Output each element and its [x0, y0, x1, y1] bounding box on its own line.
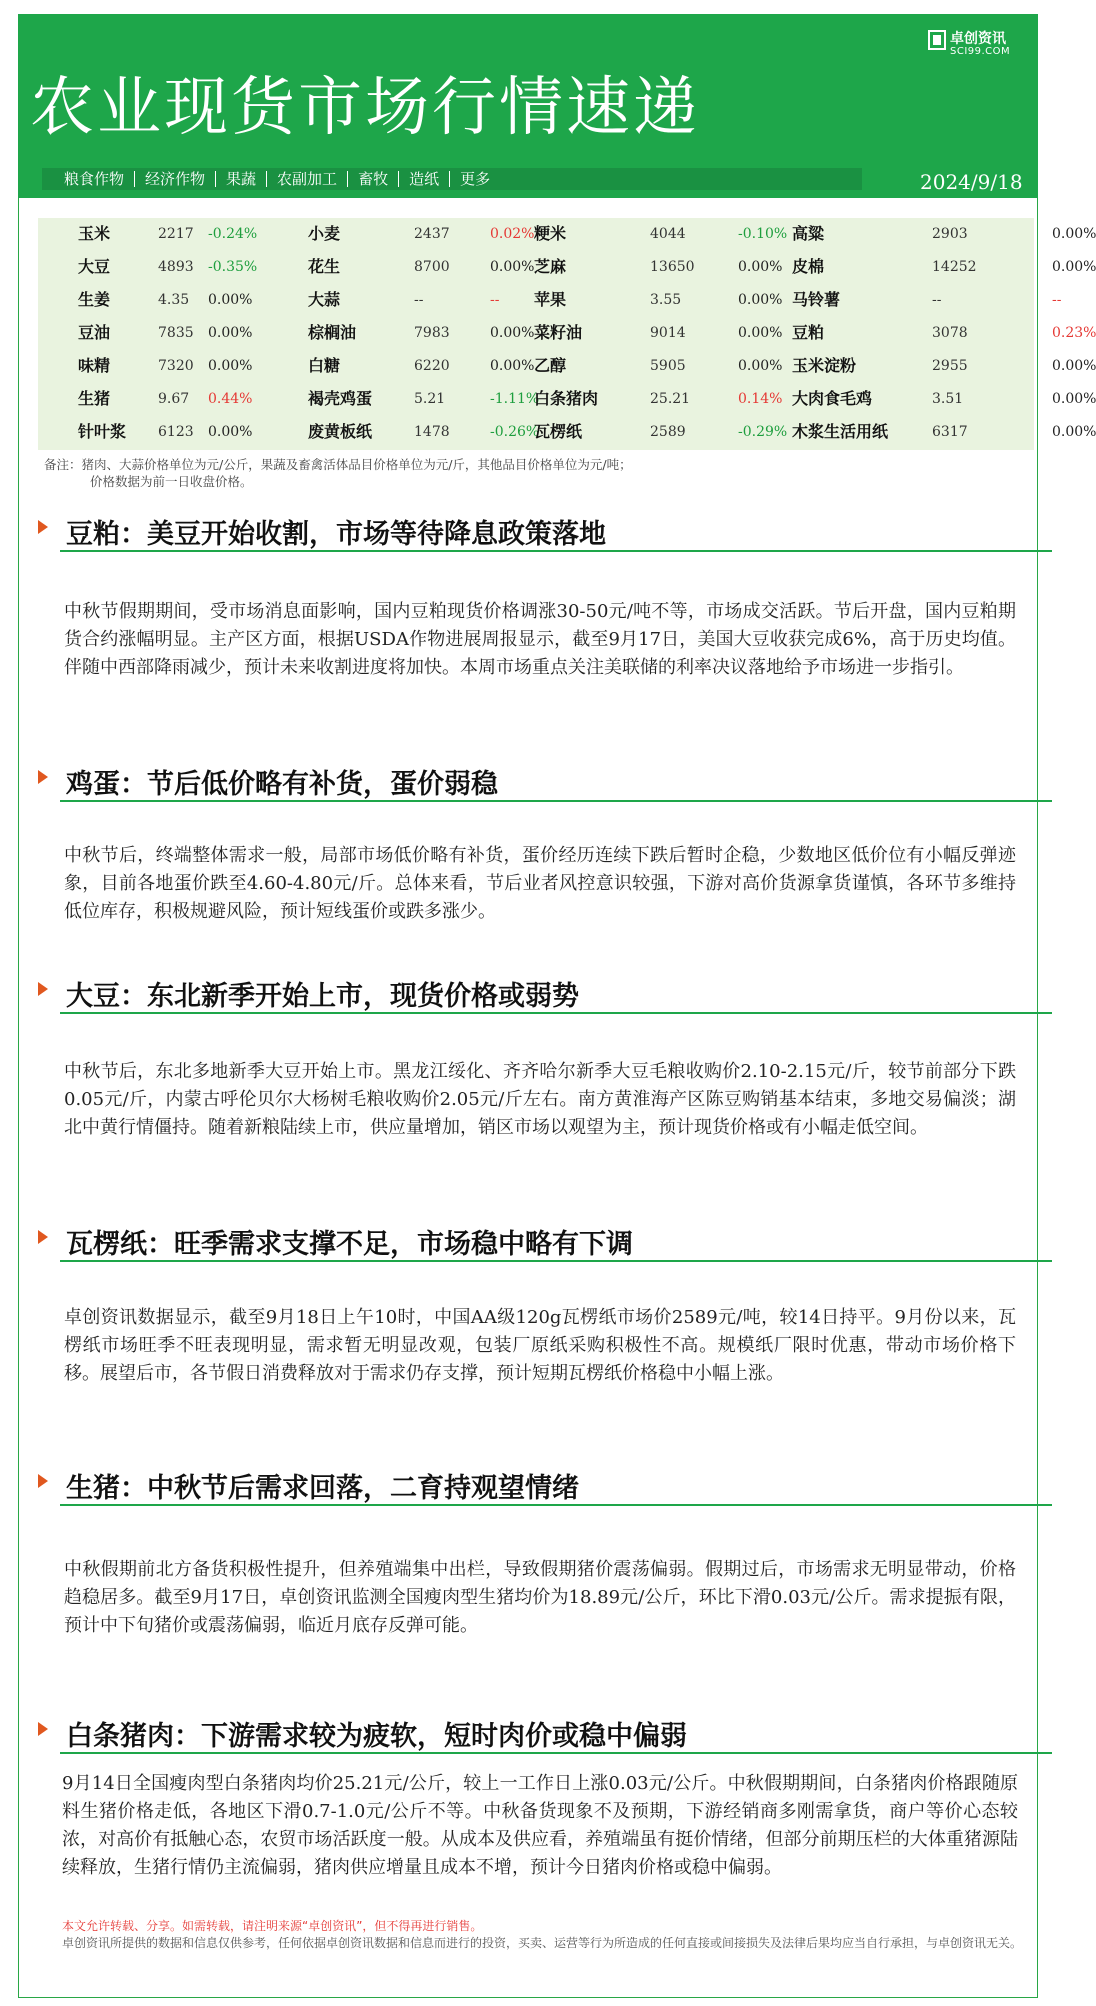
commodity-change: --: [1052, 292, 1062, 308]
commodity-change: -0.10%: [738, 226, 788, 242]
commodity-name: 木浆生活用纸: [792, 422, 889, 441]
commodity-change: 0.00%: [1052, 391, 1096, 407]
commodity-price: 2217: [158, 226, 194, 242]
commodity-change: -0.29%: [738, 424, 788, 440]
section-egg-header: [38, 762, 1014, 802]
commodity-name: 高粱: [792, 224, 825, 243]
commodity-change: 0.00%: [490, 358, 535, 374]
commodity-name: 豆粕: [792, 323, 825, 342]
commodity-name: 生姜: [78, 290, 111, 309]
commodity-name: 棕榈油: [308, 323, 357, 342]
commodity-price: 14252: [932, 259, 977, 275]
commodity-change: -0.24%: [208, 226, 258, 242]
commodity-name: 苹果: [534, 290, 567, 309]
commodity-price: 13650: [650, 259, 695, 275]
commodity-price: 4.35: [158, 292, 190, 308]
commodity-change: -0.26%: [490, 424, 540, 440]
nav-item-grain[interactable]: 粮食作物: [54, 171, 135, 187]
commodity-price: --: [414, 292, 424, 308]
commodity-name: 乙醇: [534, 356, 567, 375]
commodity-price: 7320: [158, 358, 194, 374]
commodity-price: 3.51: [932, 391, 964, 407]
section-marker-icon: [38, 770, 48, 784]
section-corrugated-header: [38, 1222, 1014, 1262]
note-line-2: 价格数据为前一日收盘价格。: [90, 474, 253, 489]
commodity-name: 玉米: [78, 224, 111, 243]
section-marker-icon: [38, 520, 48, 534]
nav-item-livestock[interactable]: 畜牧: [348, 171, 399, 187]
section-title: 瓦楞纸：旺季需求支撑不足，市场稳中略有下调: [66, 1229, 633, 1260]
commodity-name: 小麦: [308, 224, 341, 243]
footer-liability-notice: 卓创资讯所提供的数据和信息仅供参考，任何依据卓创资讯数据和信息而进行的投资，买卖、运营等行为所造成的任何直接或间接损失及法律后果均应当自行承担，与卓创资讯无关。: [62, 1936, 1023, 1950]
commodity-change: --: [490, 292, 500, 308]
commodity-price: 4893: [158, 259, 194, 275]
note-line-1: 备注：猪肉、大蒜价格单位为元/公斤，果蔬及畜禽活体品目价格单位为元/斤，其他品目价格单位为元/吨；: [44, 457, 632, 472]
commodity-name: 玉米淀粉: [792, 356, 857, 375]
commodity-name: 芝麻: [534, 257, 567, 276]
commodity-price: 9.67: [158, 391, 190, 407]
section-marker-icon: [38, 982, 48, 996]
section-soybean-header: [38, 974, 1014, 1014]
section-hog-header: [38, 1466, 1014, 1506]
commodity-price: 7835: [158, 325, 194, 341]
commodity-price: 2437: [414, 226, 450, 242]
commodity-price: 5905: [650, 358, 686, 374]
section-egg-body: 中秋节后，终端整体需求一般，局部市场低价略有补货，蛋价经历连续下跌后暂时企稳，少数地区低价位有小幅反弹迹象，目前各地蛋价跌至4.60-4.80元/斤。总体来看，节后业者风控意识较强，下游对高价货源拿货谨慎，各环节多维持低位库存，积极规避风险，预计短线蛋价或跌多涨少。: [64, 845, 1016, 922]
section-marker-icon: [38, 1474, 48, 1488]
commodity-price: 4044: [650, 226, 686, 242]
commodity-change: -1.11%: [490, 391, 540, 407]
section-soymeal-body: 中秋节假期期间，受市场消息面影响，国内豆粕现货价格调涨30-50元/吨不等，市场成交活跃。节后开盘，国内豆粕期货合约涨幅明显。主产区方面，根据USDA作物进展周报显示，截至9月17日，美国大豆收获完成6%，高于历史均值。伴随中西部降雨减少，预计未来收割进度将加快。本周市场重点关注美联储的利率决议落地给予市场进一步指引。: [64, 601, 1016, 678]
section-title: 鸡蛋：节后低价略有补货，蛋价弱稳: [66, 769, 498, 800]
commodity-name: 大肉食毛鸡: [792, 389, 873, 408]
commodity-change: 0.00%: [208, 358, 253, 374]
commodity-change: 0.00%: [208, 424, 253, 440]
section-corrugated-body: 卓创资讯数据显示，截至9月18日上午10时，中国AA级120g瓦楞纸市场价2589元/吨，较14日持平。9月份以来，瓦楞纸市场旺季不旺表现明显，需求暂无明显改观，包装厂原纸采购积极性不高。规模纸厂限时优惠，带动市场价格下移。展望后市，各节假日消费释放对于需求仍存支撑，预计短期瓦楞纸价格稳中小幅上涨。: [64, 1307, 1016, 1384]
section-title: 大豆：东北新季开始上市，现货价格或弱势: [66, 981, 579, 1012]
page-title: 农业现货市场行情速递: [30, 71, 700, 145]
commodity-change: 0.14%: [738, 391, 783, 407]
commodity-change: 0.00%: [208, 292, 253, 308]
commodity-name: 菜籽油: [534, 323, 583, 342]
report-date: 2024/9/18: [920, 170, 1023, 194]
section-soybean-body: 中秋节后，东北多地新季大豆开始上市。黑龙江绥化、齐齐哈尔新季大豆毛粮收购价2.10-2.15元/斤，较节前部分下跌0.05元/斤，内蒙古呼伦贝尔大杨树毛粮收购价2.05元/斤左右。南方黄淮海产区陈豆购销基本结束，多地交易偏淡；湖北中黄行情僵持。随着新粮陆续上市，供应量增加，销区市场以观望为主，预计现货价格或有小幅走低空间。: [64, 1061, 1016, 1138]
commodity-name: 豆油: [78, 323, 111, 342]
section-marker-icon: [38, 1230, 48, 1244]
section-hog-body: 中秋假期前北方备货积极性提升，但养殖端集中出栏，导致假期猪价震荡偏弱。假期过后，市场需求无明显带动，价格趋稳居多。截至9月17日，卓创资讯监测全国瘦肉型生猪均价为18.89元/公斤，环比下滑0.03元/公斤。需求提振有限，预计中下旬猪价或震荡偏弱，临近月底存反弹可能。: [64, 1559, 1016, 1636]
commodity-price: 7983: [414, 325, 450, 341]
commodity-price: 3.55: [650, 292, 682, 308]
brand-url: SCI99.COM: [950, 46, 1011, 57]
commodity-name: 白条猪肉: [534, 389, 599, 408]
brand: [928, 22, 1038, 62]
commodity-change: 0.00%: [490, 325, 535, 341]
section-divider: [60, 1752, 1052, 1754]
commodity-price: 1478: [414, 424, 450, 440]
footer-disclaimer: [62, 1918, 1022, 1952]
commodity-name: 针叶浆: [78, 422, 127, 441]
section-title: 生猪：中秋节后需求回落，二育持观望情绪: [66, 1473, 579, 1504]
commodity-change: 0.00%: [1052, 424, 1096, 440]
commodity-name: 粳米: [534, 224, 567, 243]
commodity-price: 5.21: [414, 391, 446, 407]
commodity-change: 0.00%: [490, 259, 535, 275]
commodity-name: 花生: [308, 257, 341, 276]
brand-logo-icon: [928, 30, 946, 50]
commodity-change: 0.00%: [738, 358, 783, 374]
section-divider: [60, 1260, 1052, 1262]
commodity-price: 2589: [650, 424, 686, 440]
commodity-change: 0.00%: [738, 259, 783, 275]
commodity-name: 大豆: [78, 257, 111, 276]
commodity-price: 8700: [414, 259, 450, 275]
commodity-price: 25.21: [650, 391, 691, 407]
price-table: [38, 218, 1096, 450]
commodity-price: --: [932, 292, 942, 308]
section-pork-header: [38, 1714, 1014, 1754]
commodity-change: 0.23%: [1052, 325, 1096, 341]
section-divider: [60, 800, 1052, 802]
commodity-price: 6220: [414, 358, 450, 374]
section-divider: [60, 550, 1052, 552]
nav-item-cash-crops[interactable]: 经济作物: [135, 171, 216, 187]
section-divider: [60, 1012, 1052, 1014]
commodity-name: 白糖: [308, 356, 341, 375]
commodity-price: 6317: [932, 424, 968, 440]
commodity-change: -0.35%: [208, 259, 258, 275]
commodity-change: 0.44%: [208, 391, 253, 407]
section-pork-body: 9月14日全国瘦肉型白条猪肉均价25.21元/公斤，较上一工作日上涨0.03元/公斤。中秋假期期间，白条猪肉价格跟随原料生猪价格走低，各地区下滑0.7-1.0元/公斤不等。中秋备货现象不及预期，下游经销商多刚需拿货，商户等价心态较浓，对高价有抵触心态，农贸市场活跃度一般。从成本及供应看，养殖端虽有挺价情绪，但部分前期压栏的大体重猪源陆续释放，生猪行情仍主流偏弱，猪肉供应增量且成本不增，预计今日猪肉价格或稳中偏弱。: [62, 1773, 1018, 1878]
commodity-name: 马铃薯: [792, 290, 841, 309]
commodity-change: 0.00%: [1052, 259, 1096, 275]
section-marker-icon: [38, 1722, 48, 1736]
commodity-name: 瓦楞纸: [534, 422, 583, 441]
commodity-price: 2903: [932, 226, 968, 242]
section-soymeal-header: [38, 512, 1014, 552]
commodity-name: 味精: [78, 356, 111, 375]
section-title: 豆粕：美豆开始收割，市场等待降息政策落地: [66, 519, 606, 550]
category-nav: [42, 168, 862, 190]
commodity-change: 0.02%: [490, 226, 535, 242]
nav-item-more[interactable]: 更多: [460, 170, 491, 188]
commodity-name: 褐壳鸡蛋: [308, 389, 373, 408]
section-divider: [60, 1504, 1052, 1506]
nav-item-fruit-veg[interactable]: 果蔬: [216, 171, 267, 187]
section-title: 白条猪肉：下游需求较为疲软，短时肉价或稳中偏弱: [66, 1721, 687, 1752]
price-note: [44, 456, 632, 490]
commodity-price: 6123: [158, 424, 194, 440]
commodity-price: 9014: [650, 325, 686, 341]
nav-item-processing[interactable]: 农副加工: [267, 171, 348, 187]
commodity-name: 生猪: [78, 389, 111, 408]
brand-name: 卓创资讯: [950, 31, 1006, 47]
commodity-name: 皮棉: [792, 257, 825, 276]
commodity-change: 0.00%: [738, 292, 783, 308]
commodity-price: 3078: [932, 325, 968, 341]
footer-reprint-notice: 本文允许转载、分享。如需转载，请注明来源“卓创资讯”，但不得再进行销售。: [62, 1919, 483, 1933]
commodity-name: 大蒜: [308, 290, 341, 309]
commodity-change: 0.00%: [738, 325, 783, 341]
nav-item-paper[interactable]: 造纸: [399, 171, 450, 187]
commodity-name: 废黄板纸: [308, 422, 373, 441]
commodity-change: 0.00%: [1052, 226, 1096, 242]
commodity-change: 0.00%: [1052, 358, 1096, 374]
commodity-price: 2955: [932, 358, 968, 374]
commodity-change: 0.00%: [208, 325, 253, 341]
